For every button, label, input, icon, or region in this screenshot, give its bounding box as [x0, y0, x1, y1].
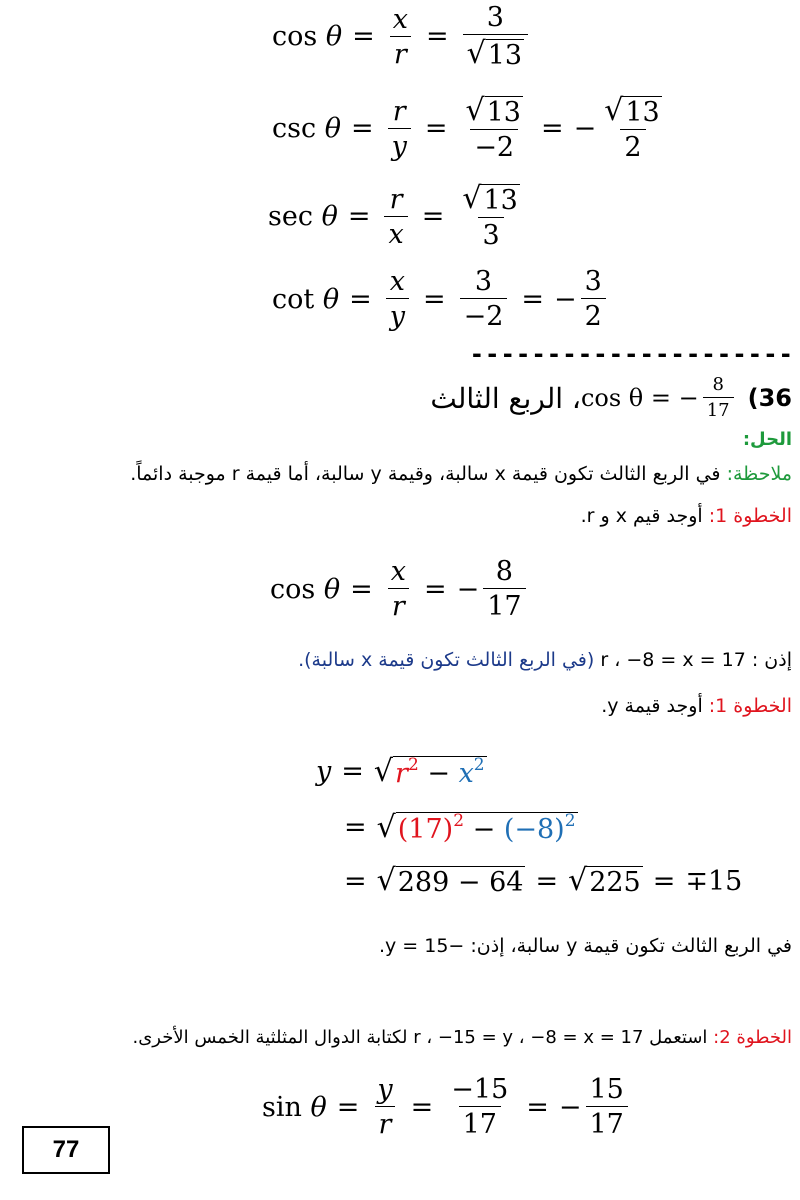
- equation-cos-given: cos θ = $\frac{x}{r}$ = − $\frac{8}{17}$: [270, 558, 530, 620]
- section-divider: ---------------------: [469, 340, 794, 368]
- y-calc-line1: y = √ $r^2 - x^2$: [316, 754, 485, 789]
- y-calc-line3: = √ 289 − 64 = √ 225 = ∓15: [344, 863, 743, 898]
- page-number: 77: [52, 1136, 80, 1163]
- problem-arabic: ، الربع الثالث: [430, 381, 581, 415]
- fraction: $\frac{r}{x}$: [384, 186, 407, 248]
- equation-cot: cot θ = $\frac{x}{y}$ = $\frac{3}{-2}$ = − $\frac{3}{2}$: [272, 268, 610, 330]
- theta: θ: [322, 283, 340, 315]
- fraction: $\frac{r}{y}$: [388, 98, 411, 160]
- problem-math: cos θ = − $\frac{8}{17}$: [581, 376, 738, 420]
- step-text: أوجد قيمة y.: [601, 695, 709, 717]
- step-text: أوجد قيم x و r.: [580, 505, 709, 527]
- step1-find-x-r: [581, 504, 792, 529]
- equation-cos: cos θ = $\frac{x}{r}$ = 3 √ 13: [272, 4, 532, 69]
- fn-csc: csc: [272, 113, 317, 144]
- y-calc-line2: = √ $(17)^2 - (-8)^2$: [344, 810, 576, 845]
- theta: θ: [310, 1091, 327, 1123]
- note-line: [130, 462, 792, 487]
- theta: θ: [321, 201, 338, 232]
- problem-heading: [430, 376, 792, 420]
- equation-sec: sec θ = $\frac{r}{x}$ = √ 13 3: [268, 184, 528, 249]
- step-label: الخطوة 2:: [713, 1027, 792, 1048]
- step2-line: [133, 1026, 793, 1049]
- fraction: 3 √ 13: [463, 4, 528, 69]
- then-prefix: إذن : 17 = r ، −8 = x: [600, 649, 792, 671]
- note-text: في الربع الثالث تكون قيمة x سالبة، وقيمة y سالبة، أما قيمة r موجبة دائماً.: [130, 463, 727, 485]
- fraction: $\frac{x}{r}$: [389, 6, 412, 68]
- step-label: الخطوة 1:: [708, 505, 792, 527]
- solution-label: الحل:: [742, 429, 792, 450]
- conclusion-line: في الربع الثالث تكون قيمة y سالبة، إذن: −15 = y.: [378, 935, 792, 957]
- fraction: $\frac{x}{r}$: [387, 558, 410, 620]
- fn-cos: cos: [270, 573, 316, 605]
- problem-number: (36: [747, 384, 792, 412]
- fraction: $\frac{-15}{17}$: [451, 1074, 509, 1140]
- then-paren: (في الربع الثالث تكون قيمة x سالبة).: [298, 649, 601, 671]
- theta: θ: [323, 573, 341, 605]
- page-number-box: [22, 1126, 110, 1174]
- equation-sin: sin θ = $\frac{y}{r}$ = $\frac{-15}{17}$ = − $\frac{15}{17}$: [262, 1076, 632, 1138]
- fraction: $\frac{8}{17}$: [483, 558, 525, 620]
- fraction: $\frac{3}{-2}$: [460, 268, 508, 330]
- fn-sec: sec: [268, 201, 313, 232]
- note-label: ملاحظة:: [726, 463, 792, 485]
- theta: θ: [325, 21, 343, 52]
- fn-sin: sin: [262, 1091, 302, 1123]
- fraction: $\frac{15}{17}$: [586, 1076, 628, 1138]
- fraction: √ 13 2: [604, 93, 660, 163]
- step-label: الخطوة 1:: [708, 695, 792, 717]
- then-line: [298, 648, 792, 673]
- equation-csc: csc θ = $\frac{r}{y}$ = √ 13 −2 = − √ 13 2: [272, 96, 670, 161]
- fraction: $\frac{x}{y}$: [386, 268, 409, 330]
- fraction: $\frac{y}{r}$: [373, 1076, 396, 1138]
- fraction: √ 13 3: [462, 181, 518, 251]
- step1-find-y: [601, 694, 792, 719]
- fraction: √ 13 −2: [465, 93, 521, 163]
- fn-cot: cot: [272, 283, 315, 315]
- fn-cos: cos: [272, 21, 318, 52]
- theta: θ: [324, 113, 341, 144]
- step-text: استعمل 17 = r ، −15 = y ، −8 = x لكتابة الدوال المثلثية الخمس الأخرى.: [132, 1027, 714, 1048]
- fraction: $\frac{3}{2}$: [581, 268, 606, 330]
